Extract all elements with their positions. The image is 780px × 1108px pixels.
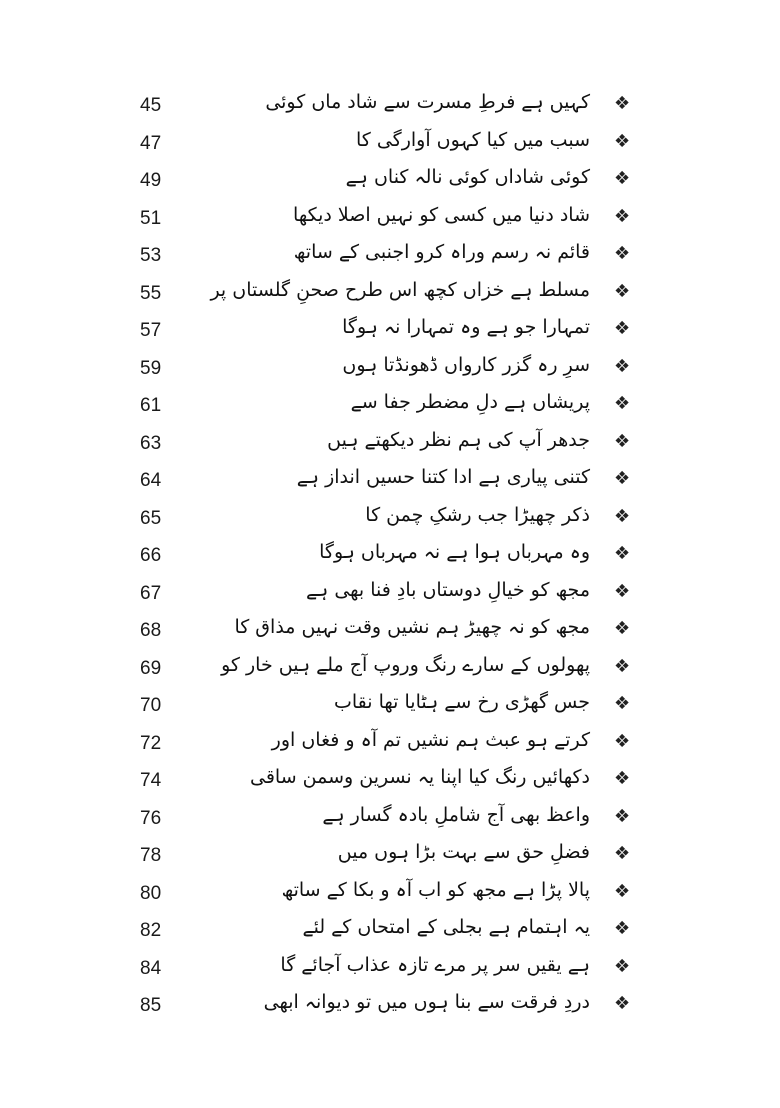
toc-entry <box>0 464 780 502</box>
four-diamond-bullet-icon: ❖ <box>614 280 631 302</box>
four-diamond-bullet-icon: ❖ <box>614 355 631 377</box>
four-diamond-bullet-icon: ❖ <box>614 843 631 864</box>
four-diamond-bullet-icon: ❖ <box>614 130 631 152</box>
four-diamond-bullet-icon: ❖ <box>614 243 631 264</box>
page-number: 51 <box>140 207 162 229</box>
four-diamond-bullet-icon: ❖ <box>614 543 631 564</box>
toc-entry <box>0 764 780 802</box>
entry-title: جدھر آپ کی ہم نظر دیکھتے ہیں <box>327 428 590 451</box>
page-number: 68 <box>140 620 162 641</box>
page-number: 80 <box>140 882 162 904</box>
page-number: 72 <box>140 732 162 754</box>
toc-entry <box>0 427 780 465</box>
entry-title: فضلِ حق سے بہت بڑا ہوں میں <box>337 841 590 863</box>
four-diamond-bullet-icon: ❖ <box>614 693 631 714</box>
entry-title: سبب میں کیا کہوں آوارگی کا <box>355 128 590 151</box>
toc-entry <box>0 877 780 915</box>
page-number: 65 <box>140 507 162 529</box>
toc-entry <box>0 989 780 1027</box>
toc-entry <box>0 277 780 315</box>
entry-title: ہے یقیں سر پر مرے تازہ عذاب آجائے گا <box>280 953 590 976</box>
four-diamond-bullet-icon: ❖ <box>614 730 631 752</box>
page-number: 66 <box>140 545 162 566</box>
four-diamond-bullet-icon: ❖ <box>614 468 631 489</box>
page-number: 78 <box>140 845 162 866</box>
entry-title: یہ اہتمام ہے بجلی کے امتحاں کے لئے <box>302 916 590 938</box>
page-number: 57 <box>140 320 162 341</box>
four-diamond-bullet-icon: ❖ <box>614 918 631 939</box>
entry-title: پریشاں ہے دلِ مضطر جفا سے <box>350 391 590 413</box>
entry-title: پھولوں کے سارے رنگ وروپ آج ملے ہیں خار کو <box>221 653 590 676</box>
toc-entry <box>0 802 780 840</box>
page-number: 59 <box>140 357 162 379</box>
four-diamond-bullet-icon: ❖ <box>614 880 631 902</box>
page-number: 49 <box>140 170 162 191</box>
four-diamond-bullet-icon: ❖ <box>614 505 631 527</box>
four-diamond-bullet-icon: ❖ <box>614 430 631 452</box>
entry-title: واعظ بھی آج شاملِ بادہ گسار ہے <box>322 803 590 826</box>
toc-entry <box>0 239 780 277</box>
four-diamond-bullet-icon: ❖ <box>614 580 631 602</box>
entry-title: دکھائیں رنگ کیا اپنا یہ نسرین وسمن ساقی <box>249 766 590 788</box>
page-number: 82 <box>140 920 162 941</box>
entry-title: دردِ فرقت سے بنا ہوں میں تو دیوانہ ابھی <box>263 991 590 1013</box>
toc-entry <box>0 164 780 202</box>
entry-title: قائم نہ رسم وراہ کرو اجنبی کے ساتھ <box>293 241 590 263</box>
toc-entry <box>0 352 780 390</box>
toc-entry <box>0 577 780 615</box>
entry-title: مجھ کو خیالِ دوستاں بادِ فنا بھی ہے <box>306 578 590 601</box>
entry-title: شاد دنیا میں کسی کو نہیں اصلا دیکھا <box>293 203 590 226</box>
entry-title: سرِ رہ گزر کارواں ڈھونڈتا ہوں <box>342 353 590 376</box>
page-number: 64 <box>140 470 162 491</box>
four-diamond-bullet-icon: ❖ <box>614 205 631 227</box>
page-number: 61 <box>140 395 162 416</box>
page-number: 69 <box>140 657 162 679</box>
four-diamond-bullet-icon: ❖ <box>614 93 631 114</box>
toc-entry <box>0 689 780 727</box>
four-diamond-bullet-icon: ❖ <box>614 168 631 189</box>
toc-entry <box>0 539 780 577</box>
toc-entry <box>0 914 780 952</box>
page-number: 84 <box>140 957 162 979</box>
toc-entry <box>0 839 780 877</box>
page-number: 47 <box>140 132 162 154</box>
page-number: 45 <box>140 95 162 116</box>
entry-title: ذکر چھیڑا جب رشکِ چمن کا <box>365 503 590 526</box>
entry-title: تمہارا جو ہے وہ تمہارا نہ ہوگا <box>342 316 590 338</box>
toc-entry <box>0 314 780 352</box>
toc-entry <box>0 89 780 127</box>
page-number: 67 <box>140 582 162 604</box>
page-number: 76 <box>140 807 162 829</box>
page-number: 70 <box>140 695 162 716</box>
four-diamond-bullet-icon: ❖ <box>614 655 631 677</box>
four-diamond-bullet-icon: ❖ <box>614 318 631 339</box>
toc-entry <box>0 502 780 540</box>
entry-title: کتنی پیاری ہے ادا کتنا حسیں انداز ہے <box>296 466 590 488</box>
page-number: 53 <box>140 245 162 266</box>
toc-entry <box>0 202 780 240</box>
page-number: 85 <box>140 995 162 1016</box>
toc-entry <box>0 652 780 690</box>
four-diamond-bullet-icon: ❖ <box>614 805 631 827</box>
toc-entry <box>0 727 780 765</box>
page-number: 63 <box>140 432 162 454</box>
toc-entry <box>0 614 780 652</box>
toc-entry <box>0 952 780 990</box>
entry-title: مجھ کو نہ چھیڑ ہم نشیں وقت نہیں مذاق کا <box>234 616 590 638</box>
toc-entry <box>0 389 780 427</box>
entry-title: کہیں ہے فرطِ مسرت سے شاد ماں کوئی <box>265 91 590 113</box>
four-diamond-bullet-icon: ❖ <box>614 393 631 414</box>
table-of-contents <box>0 89 780 1027</box>
entry-title: مسلط ہے خزاں کچھ اس طرح صحنِ گلستاں پر <box>210 278 590 301</box>
entry-title: جس گھڑی رخ سے ہٹایا تھا نقاب <box>334 691 590 713</box>
entry-title: کرتے ہو عبث ہم نشیں تم آہ و فغاں اور <box>271 728 590 751</box>
four-diamond-bullet-icon: ❖ <box>614 993 631 1014</box>
entry-title: پالا پڑا ہے مجھ کو اب آہ و بکا کے ساتھ <box>281 878 590 901</box>
page-number: 74 <box>140 770 162 791</box>
entry-title: وہ مہرباں ہوا ہے نہ مہرباں ہوگا <box>319 541 590 563</box>
toc-entry <box>0 127 780 165</box>
page-number: 55 <box>140 282 162 304</box>
four-diamond-bullet-icon: ❖ <box>614 618 631 639</box>
entry-title: کوئی شاداں کوئی نالہ کناں ہے <box>345 166 590 188</box>
four-diamond-bullet-icon: ❖ <box>614 955 631 977</box>
four-diamond-bullet-icon: ❖ <box>614 768 631 789</box>
